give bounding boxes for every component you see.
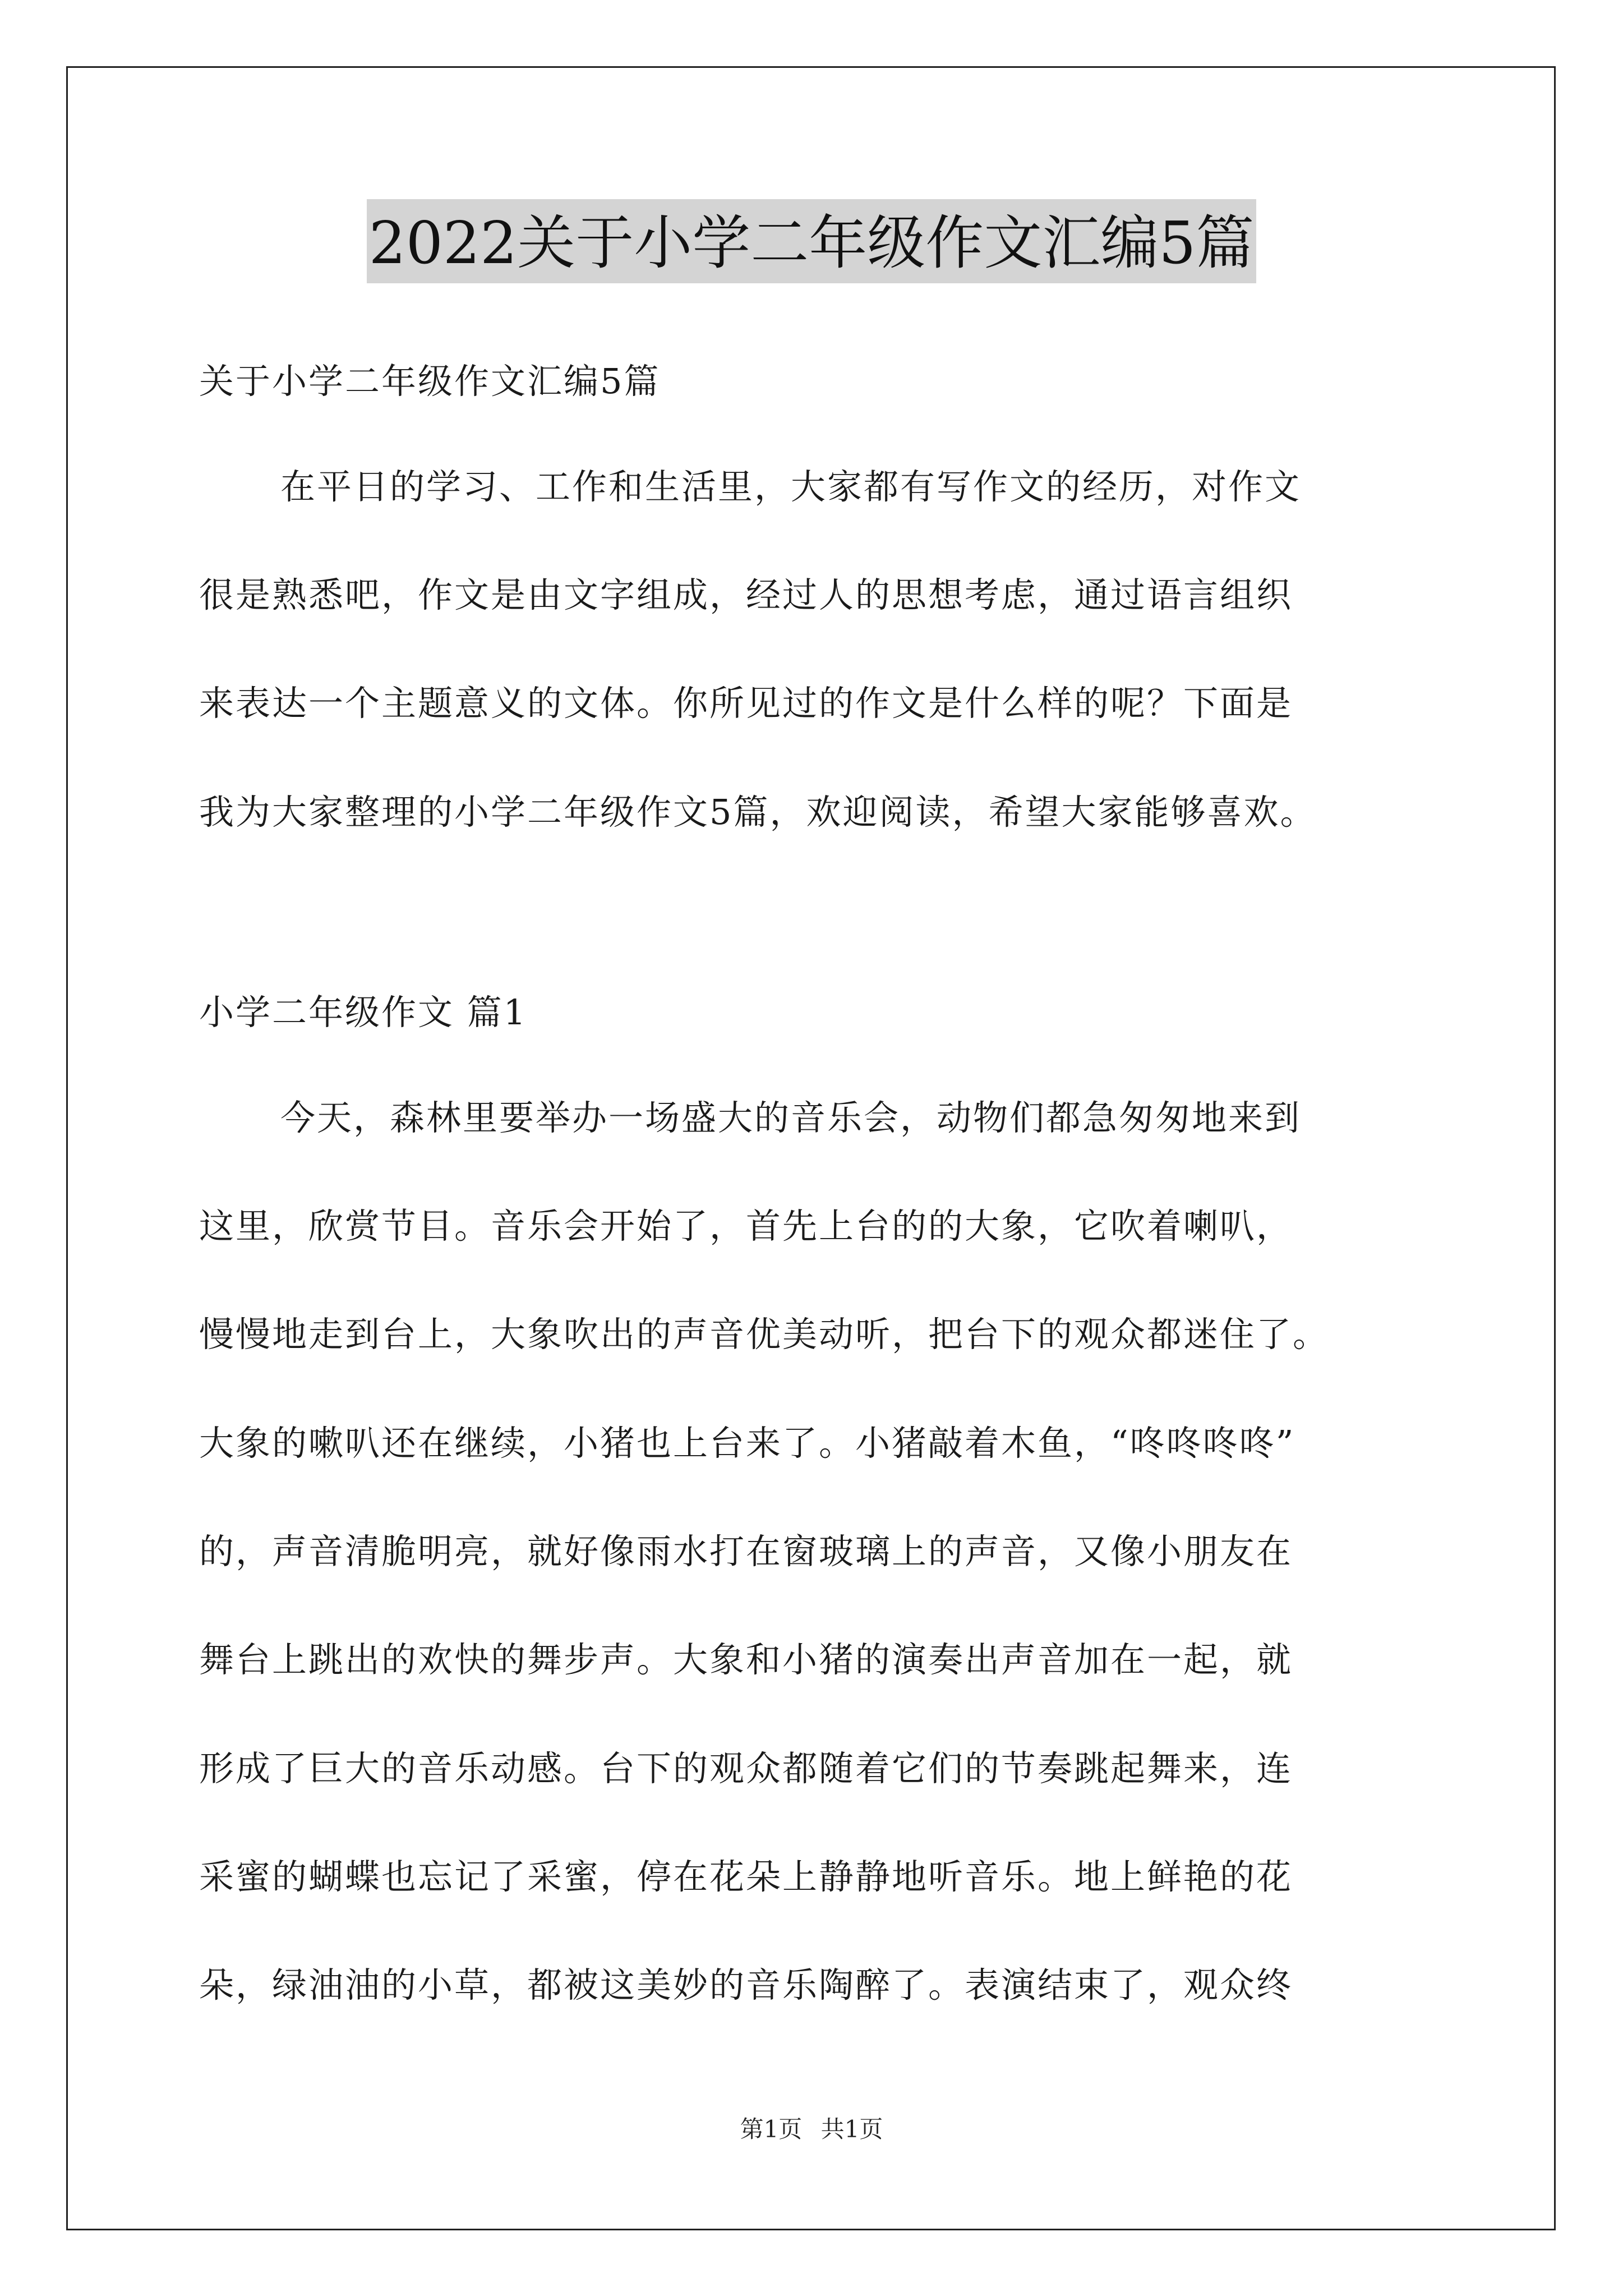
page-number: 第1页 [740, 2115, 803, 2143]
section-heading: 小学二年级作文 篇1 [199, 992, 528, 1033]
body-line: 形成了巨大的音乐动感。台下的观众都随着它们的节奏跳起舞来，连 [199, 1748, 1293, 1789]
body-line: 采蜜的蝴蝶也忘记了采蜜，停在花朵上静静地听音乐。地上鲜艳的花 [199, 1856, 1293, 1897]
intro-line: 很是熟悉吧，作文是由文字组成，经过人的思想考虑，通过语言组织 [199, 574, 1293, 615]
body-line: 这里，欣赏节目。音乐会开始了，首先上台的的大象，它吹着喇叭， [199, 1205, 1293, 1246]
subtitle-heading: 关于小学二年级作文汇编5篇 [199, 361, 661, 402]
body-line: 今天，森林里要举办一场盛大的音乐会，动物们都急匆匆地来到 [280, 1097, 1302, 1138]
title-block [0, 199, 1623, 283]
body-line: 舞台上跳出的欢快的舞步声。大象和小猪的演奏出声音加在一起，就 [199, 1639, 1293, 1680]
intro-line: 来表达一个主题意义的文体。你所见过的作文是什么样的呢？下面是 [199, 683, 1293, 724]
body-line: 大象的嗽叭还在继续，小猪也上台来了。小猪敲着木鱼，“咚咚咚咚” [199, 1423, 1295, 1464]
page-total: 共1页 [820, 2115, 883, 2143]
body-line: 的，声音清脆明亮，就好像雨水打在窗玻璃上的声音，又像小朋友在 [199, 1531, 1293, 1572]
document-title: 2022关于小学二年级作文汇编5篇 [367, 199, 1257, 283]
body-line: 朵，绿油油的小草，都被这美妙的音乐陶醉了。表演结束了，观众终 [199, 1964, 1293, 2005]
body-line: 慢慢地走到台上，大象吹出的声音优美动听，把台下的观众都迷住了。 [199, 1314, 1330, 1355]
page-footer [0, 2114, 1623, 2145]
intro-line: 我为大家整理的小学二年级作文5篇，欢迎阅读，希望大家能够喜欢。 [199, 792, 1317, 832]
intro-line: 在平日的学习、工作和生活里，大家都有写作文的经历，对作文 [280, 466, 1302, 507]
